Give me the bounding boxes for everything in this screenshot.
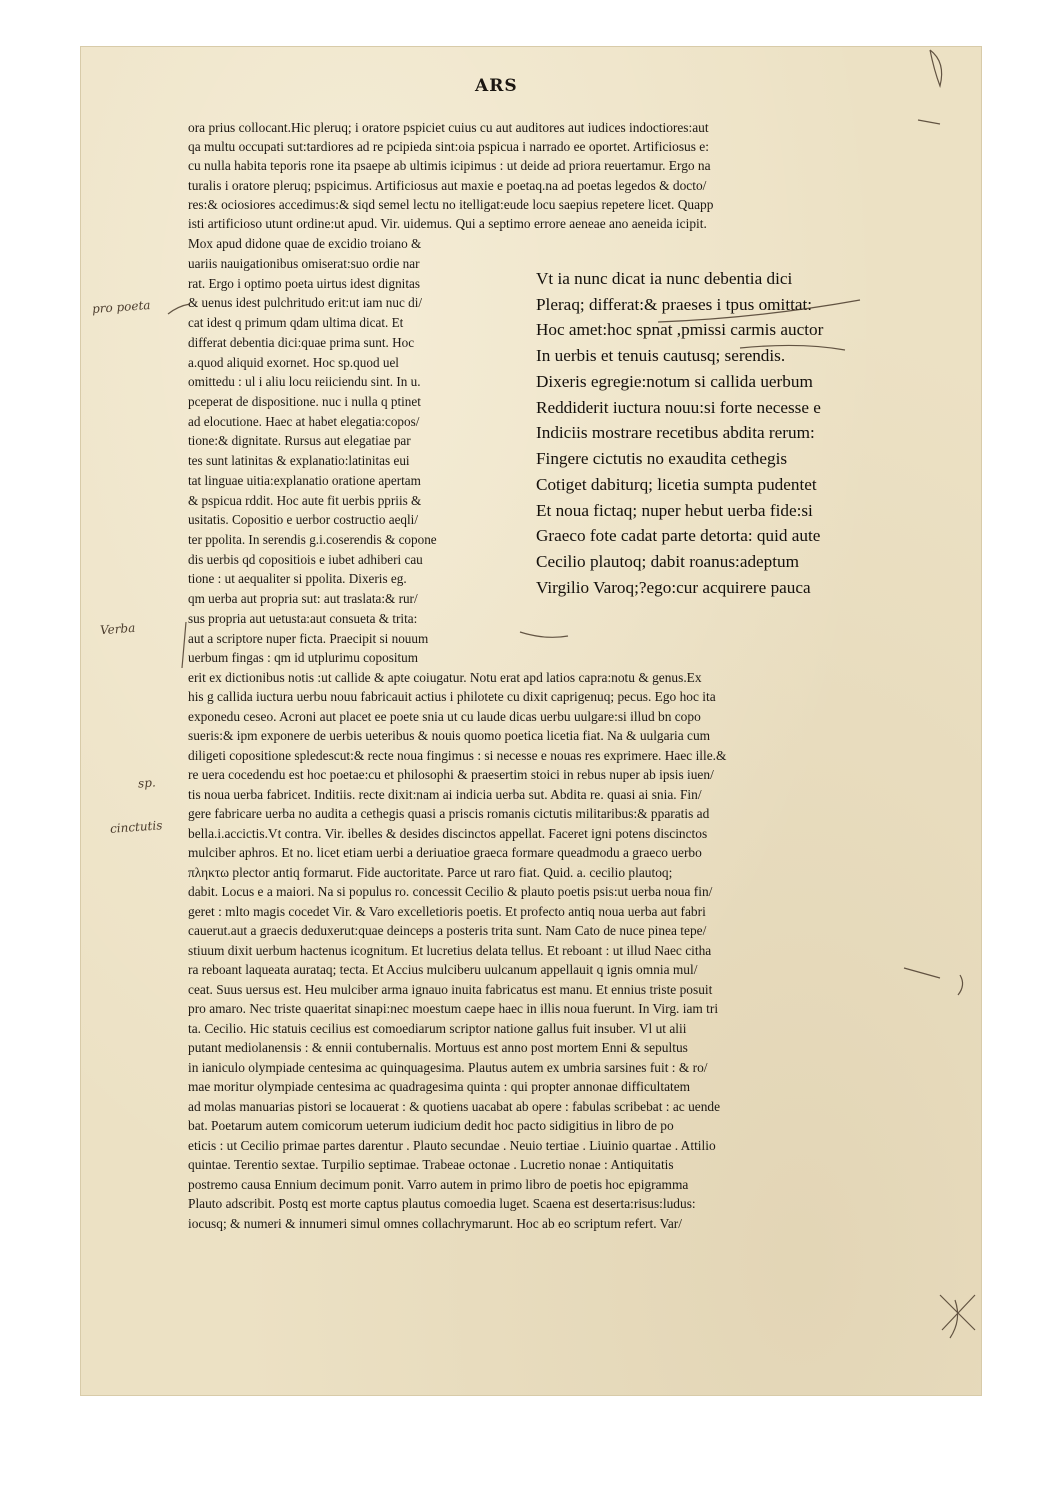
commentary-line: cat idest q primum qdam ultima dicat. Et [188, 315, 404, 330]
marginal-note: cinctutis [109, 818, 163, 836]
text-line: pro amaro. Nec triste quaeritat sinapi:nec moestum caepe haec in illis noua fuerunt. In Virg. iam tri [188, 1001, 719, 1016]
marginal-note: sp. [137, 775, 157, 791]
text-line: ad molas manuarias pistori se locauerat : & quotiens uacabat ab opere : fabulas scribebat : ac uende [188, 1099, 721, 1114]
text-line: his g callida iuctura uerbu nouu fabricauit actius i philotete cu dixit caprigenuq; pecus. Ego hoc ita [188, 689, 716, 704]
text-line: ceat. Suus uersus est. Heu mulciber arma ignauo inuita fabricatus est manu. Et ennius triste posuit [188, 982, 713, 997]
verse-line: Cecilio plautoq; dabit roanus:adeptum [536, 552, 800, 571]
text-line: iocusq; & numeri & innumeri simul omnes collachrymarunt. Hoc ab eo scriptum refert. Var/ [188, 1216, 682, 1231]
text-line: Plauto adscribit. Postq est morte captus plautus comoedia luget. Scaena est deserta:risus:ludus: [188, 1196, 696, 1211]
commentary-line: differat debentia dici:quae prima sunt. Hoc [188, 335, 415, 350]
commentary-line: qm uerba aut propria sut: aut traslata:& rur/ [188, 591, 418, 606]
commentary-line: ad elocutione. Haec at habet elegatia:copos/ [188, 414, 420, 429]
text-line: postremo causa Ennium decimum ponit. Varro autem in primo libro de poetis hoc epigramma [188, 1177, 689, 1192]
verse-line: In uerbis et tenuis cautusq; serendis. [536, 346, 786, 365]
text-line: tis noua uerba fabricet. Inditiis. recte dixit:nam ai indicia uerba sut. Abdita re. quasi ai snia. Fin/ [188, 787, 702, 802]
text-line: isti artificioso utunt ordine:ut apud. Vir. uidemus. Qui a septimo errore aeneae ano aeneida icipit. [188, 216, 707, 231]
commentary-line: pceperat de dispositione. nuc i nulla q ptinet [188, 394, 421, 409]
text-line: eticis : ut Cecilio primae partes darentur . Plauto secundae . Neuio tertiae . Liuinio quartae . Attilio [188, 1138, 716, 1153]
text-line: erit ex dictionibus notis :ut callide & apte coiugatur. Notu erat apd latios capra:notu & genus.Ex [188, 670, 702, 685]
text-line: turalis i oratore pleruq; pspicimus. Artificiosus aut maxie e poetaq.na ad poetas legedos & docto/ [188, 178, 707, 193]
commentary-line: tione : ut aequaliter si ppolita. Dixeris eg. [188, 571, 407, 586]
verse-line: Et noua fictaq; nuper hebut uerba fide:si [536, 501, 813, 520]
text-line: ora prius collocant.Hic pleruq; i oratore pspiciet cuius cu aut auditores aut iudices indoctiores:aut [188, 120, 709, 135]
text-line: bat. Poetarum autem comicorum ueterum iudicium dedit hoc pacto sidigitius in libro de po [188, 1118, 674, 1133]
text-line: mae moritur olympiade centesima ac quadragesima quinta : qui propter annonae difficultatem [188, 1079, 691, 1094]
verse-line: Vt ia nunc dicat ia nunc debentia dici [536, 269, 793, 288]
cross-mark [940, 1295, 975, 1338]
verse-line: Virgilio Varoq;?ego:cur acquirere pauca [536, 578, 811, 597]
text-line: res:& ociosiores accedimus:& siqd semel lectu no itelligat:eude locu saepius repetere licet. Quapp [188, 197, 714, 212]
commentary-line: dis uerbis qd copositiois e iubet adhiberi cau [188, 552, 423, 567]
text-line: putant mediolanensis : & ennii contubernalis. Mortuus est anno post mortem Enni & sepultus [188, 1040, 688, 1055]
verse-line: Dixeris egregie:notum si callida uerbum [536, 372, 813, 391]
verse-line: Hoc amet:hoc spnat ,pmissi carmis auctor [536, 320, 824, 339]
commentary-line: tat linguae uitia:explanatio oratione apertam [188, 473, 421, 488]
marginal-note: Verba [99, 620, 136, 638]
verse-line: Graeco fote cadat parte detorta: quid aute [536, 526, 821, 545]
verse-line: Cotiget dabiturq; licetia sumpta pudentet [536, 475, 817, 494]
text-line: πληκτω plector antiq formarut. Fide auctoritate. Parce ut raro fiat. Quid. a. cecilio plautoq; [188, 865, 673, 880]
commentary-line: uariis nauigationibus omiserat:suo ordie nar [188, 256, 420, 271]
curve-mark [520, 632, 568, 637]
dash-mark [904, 968, 940, 978]
margin-stroke [930, 50, 942, 86]
text-line: quintae. Terentio sextae. Turpilio septimae. Trabeae octonae . Lucretio nonae : Antiquitatis [188, 1157, 674, 1172]
commentary-line: & pspicua rddit. Hoc aute fit uerbis ppriis & [188, 493, 422, 508]
dash-mark [168, 304, 190, 314]
commentary-line: tes sunt latinitas & explanatio:latinitas eui [188, 453, 410, 468]
text-line: in ianiculo olympiade centesima ac quinquagesima. Plautus autem ex umbria sarsines fuit : & ro/ [188, 1060, 708, 1075]
text-line: ra reboant laqueata aurataq; tecta. Et Accius mulciberu uulcanum appellauit q ignis omnia mul/ [188, 962, 698, 977]
commentary-line: a.quod aliquid exornet. Hoc sp.quod uel [188, 355, 399, 370]
commentary-line: omittedu : ul i aliu locu reiiciendu sint. In u. [188, 374, 421, 389]
text-line: dabit. Locus e a maiori. Na si populus ro. concessit Cecilio & plauto poetis psis:ut uerba noua fin/ [188, 884, 713, 899]
verse-line: Pleraq; differat:& praeses i tpus omittat: [536, 295, 813, 314]
commentary-line: aut a scriptore nuper ficta. Praecipit si nouum [188, 631, 429, 646]
commentary-line: uerbum fingas : qm id utplurimu copositum [188, 650, 419, 665]
commentary-line: rat. Ergo i optimo poeta uirtus idest dignitas [188, 276, 420, 291]
text-line: mulciber aphros. Et no. licet etiam uerbi a deriuatioe graeca formare queadmodu a graeco uerbo [188, 845, 702, 860]
verse-line: Fingere cictutis no exaudita cethegis [536, 449, 788, 468]
bracket-mark [182, 622, 186, 668]
curve-mark [958, 975, 963, 995]
commentary-line: sus propria aut uetusta:aut consueta & trita: [188, 611, 418, 626]
commentary-line: & uenus idest pulchritudo erit:ut iam nuc di/ [188, 295, 423, 310]
text-line: cu nulla habita teporis rone ita psaepe ab ultimis icipimus : ut deide ad priora reuertamur. Ergo na [188, 158, 711, 173]
text-line: stiuum dixit uerbum hactenus icognitum. Et lucretius delata tellus. Et reboant : ut illud Naec citha [188, 943, 712, 958]
running-head: ARS [475, 76, 518, 96]
text-line: cauerut.aut a graecis deduxerut:quae deinceps a posteris trita sunt. Nam Cato de nuce pinea tepe/ [188, 923, 707, 938]
text-line: exponedu ceseo. Acroni aut placet ee poete snia ut cu laude dicas uerbu uulgare:si illud bn copo [188, 709, 701, 724]
text-line: qa multu occupati sut:tardiores ad re pcipieda sint:oia pspicua i narrado ee oportet. Artificiosus e: [188, 139, 709, 154]
underline-mark [740, 345, 845, 350]
commentary-line: ter ppolita. In serendis g.i.coserendis & copone [188, 532, 437, 547]
commentary-line: Mox apud didone quae de excidio troiano & [188, 236, 422, 251]
text-line: diligeti copositione spledescut:& recte noua fingimus : si necesse e nouas res exprimere. Haec ille.& [188, 748, 727, 763]
text-line: bella.i.accictis.Vt contra. Vir. ibelles & desides discinctos appellat. Faceret igni potens discinctos [188, 826, 708, 841]
text-line: re uera cocedendu est hoc poetae:cu et philosophi & praesertim stoici in rebus nuper ab ipsis iuen/ [188, 767, 714, 782]
marginal-note: pro poeta [91, 297, 151, 317]
verse-line: Indiciis mostrare recetibus abdita rerum: [536, 423, 815, 442]
underline-mark [658, 300, 860, 322]
text-line: geret : mlto magis cocedet Vir. & Varo excelletioris poetis. Et profecto antiq noua uerba aut fabri [188, 904, 706, 919]
text-line: ta. Cecilio. Hic statuis cecilius est comoediarum scriptor natione gallus fuit insuber. Vl ut alii [188, 1021, 687, 1036]
text-line: gere fabricare uerba no audita a cethegis quasi a priscis romanis cictutis militaribus:& pparatis ad [188, 806, 710, 821]
commentary-line: tione:& dignitate. Rursus aut elegatiae par [188, 433, 411, 448]
verse-line: Reddiderit iuctura nouu:si forte necesse e [536, 398, 821, 417]
commentary-line: usitatis. Copositio e uerbor costructio aeqli/ [188, 512, 419, 527]
dash-mark [918, 120, 940, 124]
text-line: sueris:& ipm exponere de uerbis ueteribus & nouis quomo poetica licetia fiat. Na & uulgaria cum [188, 728, 711, 743]
